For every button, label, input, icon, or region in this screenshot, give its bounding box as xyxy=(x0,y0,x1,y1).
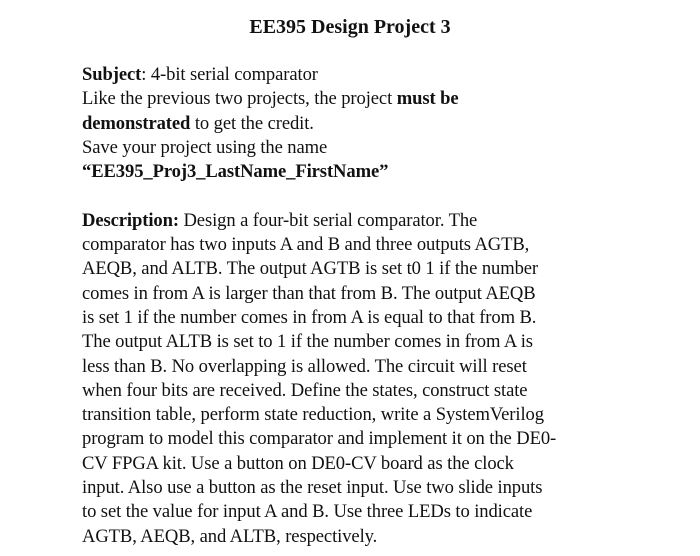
subject-line-1 xyxy=(82,63,610,87)
description-line: transition table, perform state reduction, write a SystemVerilog xyxy=(82,404,544,426)
description-line: to set the value for input A and B. Use three LEDs to indicate xyxy=(82,501,533,523)
paragraph-gap xyxy=(82,184,610,208)
subject-section xyxy=(82,63,610,184)
subject-line-3 xyxy=(82,112,610,136)
document-body xyxy=(82,63,610,549)
description-line: comparator has two inputs A and B and three outputs AGTB, xyxy=(82,234,530,256)
subject-line-2-bold: must be xyxy=(396,88,459,110)
document-title: EE395 Design Project 3 xyxy=(249,16,451,38)
description-line: comes in from A is larger than that from B. The output AEQB xyxy=(82,282,536,304)
project-filename xyxy=(82,160,610,184)
description-line-1-text: Design a four-bit serial comparator. The xyxy=(178,209,478,231)
description-line: input. Also use a button as the reset input. Use two slide inputs xyxy=(82,477,543,499)
description-line: CV FPGA kit. Use a button on DE0-CV board as the clock xyxy=(82,452,514,474)
subject-label: Subject xyxy=(82,64,142,85)
subject-line-2-text: Like the previous two projects, the project xyxy=(82,88,397,110)
subject-line-4: Save your project using the name xyxy=(82,136,328,158)
subject-line-2 xyxy=(82,87,610,111)
description-line: when four bits are received. Define the states, construct state xyxy=(82,379,528,401)
description-line-1 xyxy=(82,209,610,233)
description-line: The output ALTB is set to 1 if the number comes in from A is xyxy=(82,331,533,353)
description-line: program to model this comparator and implement it on the DE0- xyxy=(82,428,557,450)
description-line: less than B. No overlapping is allowed. The circuit will reset xyxy=(82,355,527,377)
description-line: AGTB, AEQB, and ALTB, respectively. xyxy=(82,525,378,547)
description-section xyxy=(82,209,610,549)
subject-value: : 4-bit serial comparator xyxy=(141,64,318,85)
description-line: AEQB, and ALTB. The output AGTB is set t0 1 if the number xyxy=(82,258,539,280)
subject-line-3-text: to get the credit. xyxy=(190,112,314,134)
project-filename-text: “EE395_Proj3_LastName_FirstName” xyxy=(82,161,389,183)
subject-line-3-bold: demonstrated xyxy=(82,112,191,134)
description-line: is set 1 if the number comes in from A is equal to that from B. xyxy=(82,306,537,328)
description-label: Description: xyxy=(82,209,179,231)
